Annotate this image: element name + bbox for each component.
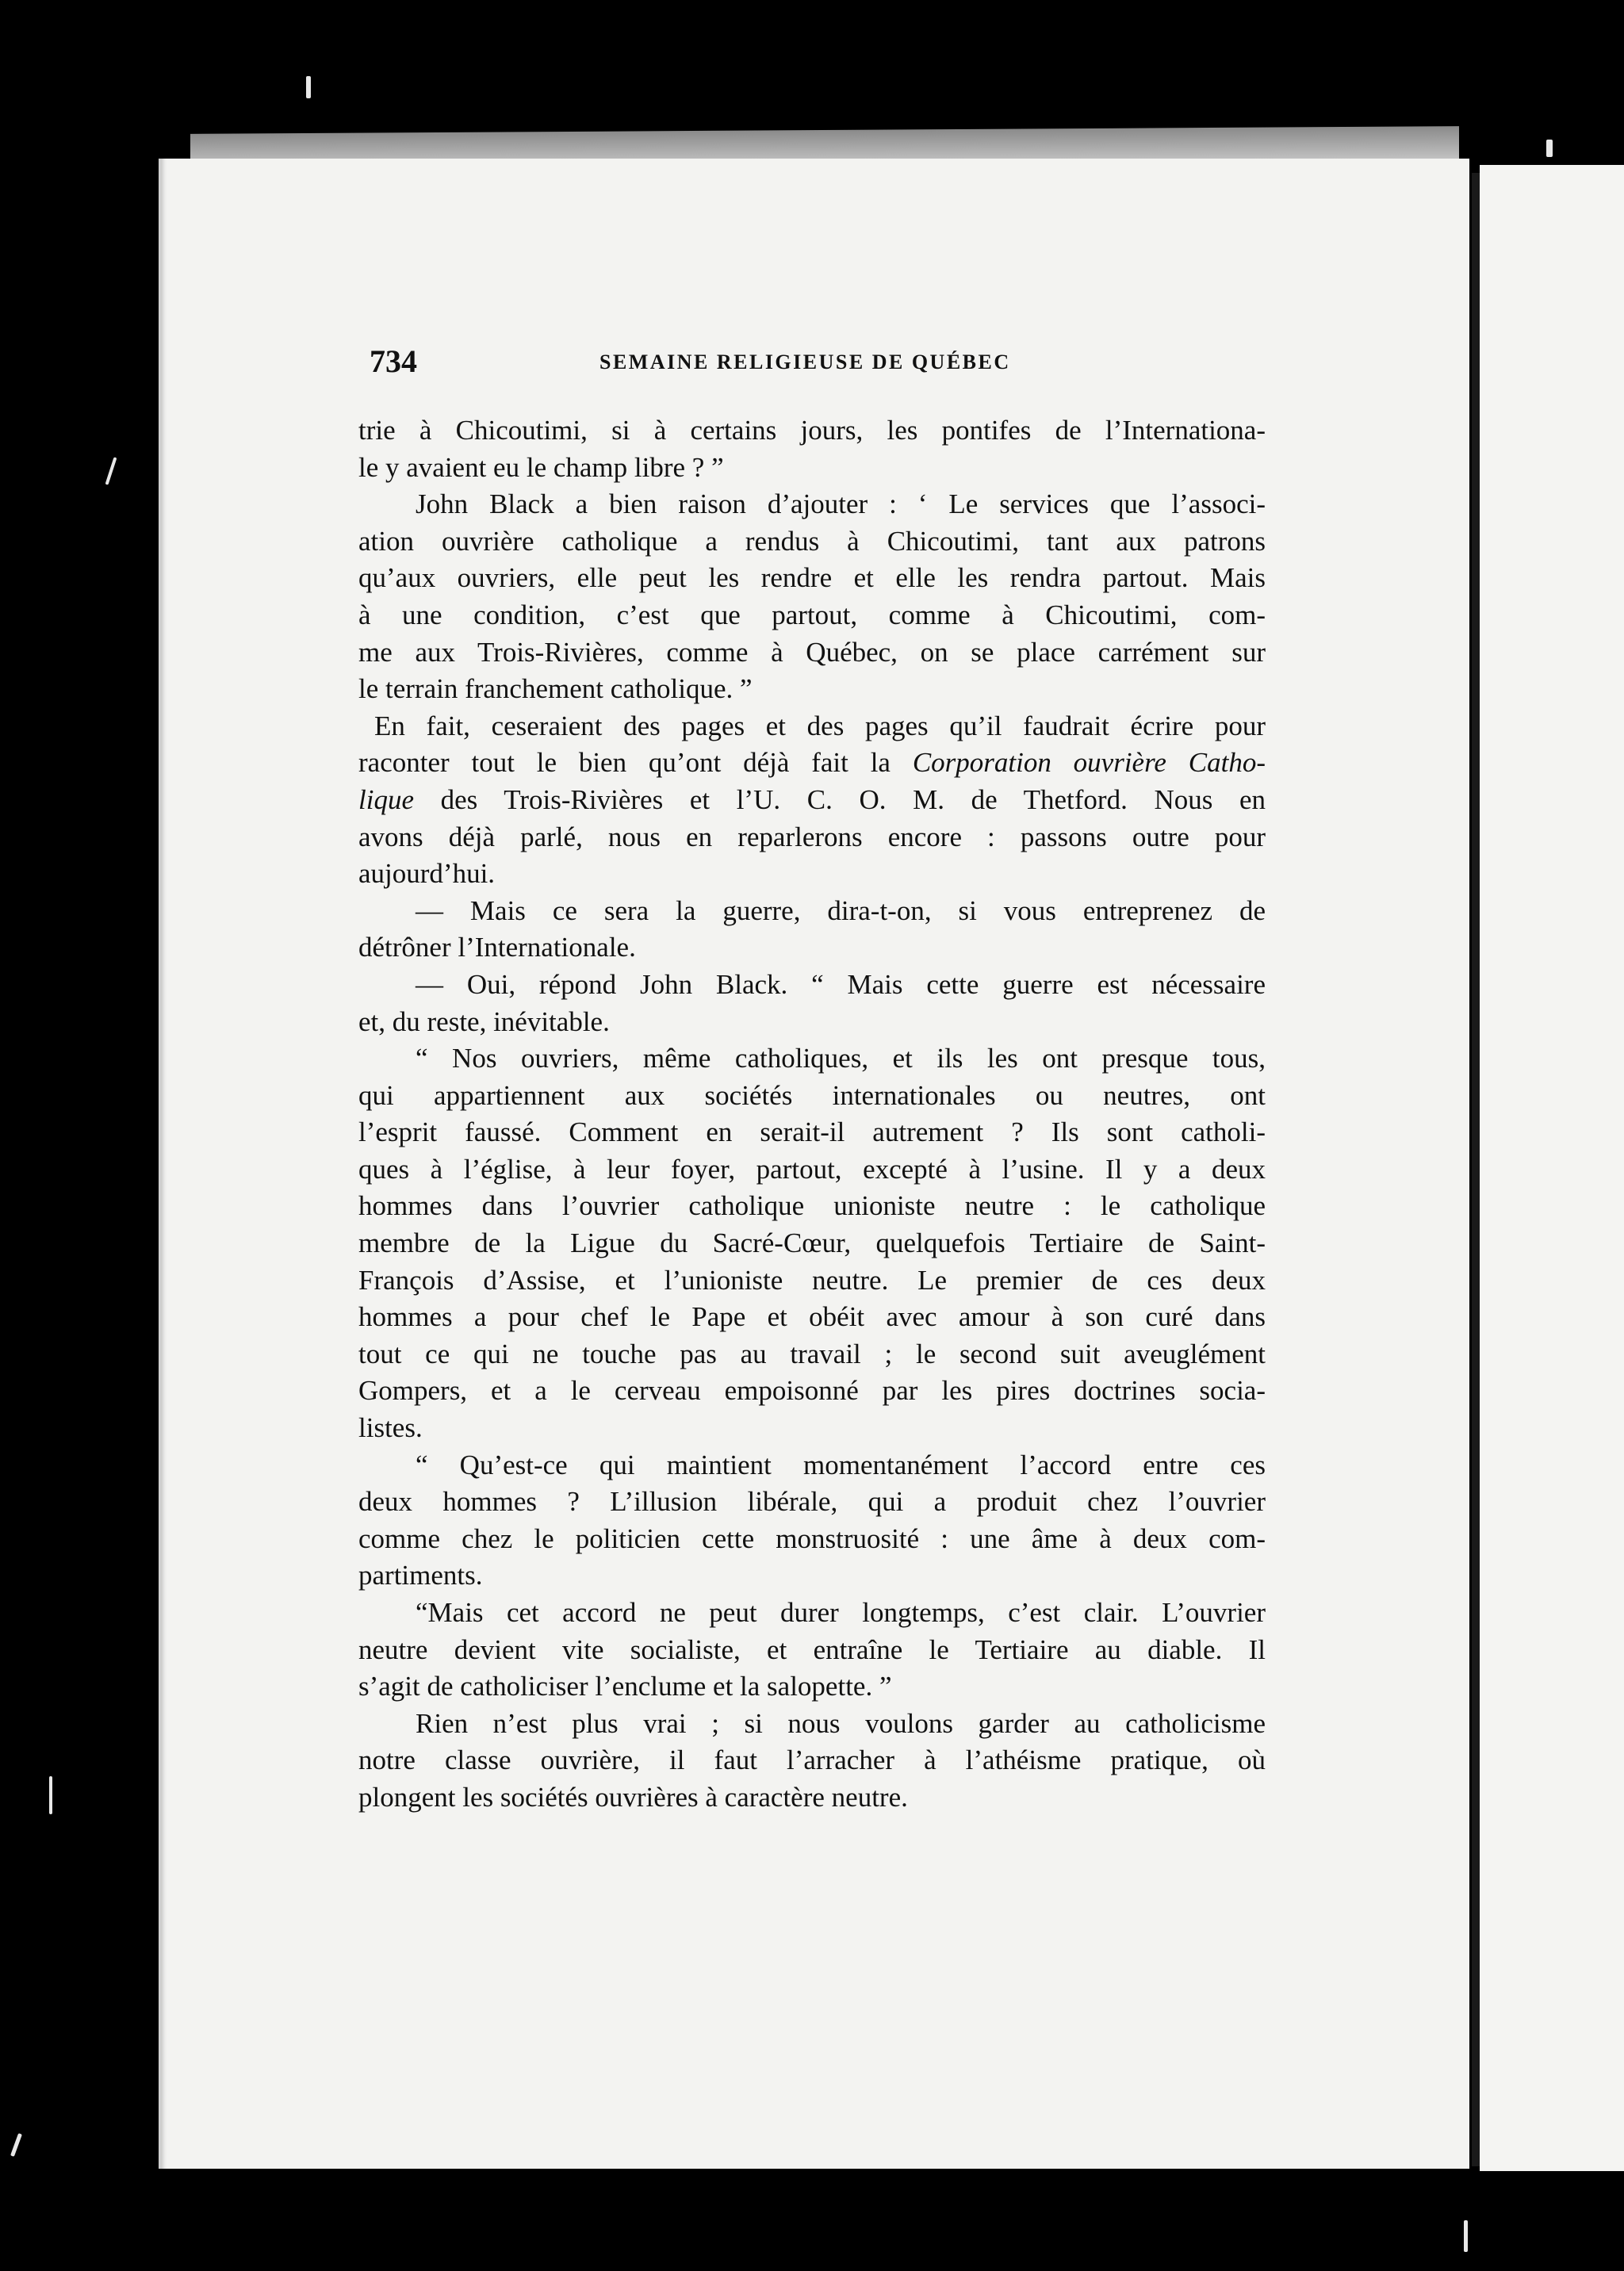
text-line: me aux Trois-Rivières, comme à Québec, on se place carrément sur <box>358 636 1266 668</box>
text-line: En fait, ceseraient des pages et des pages qu’il faudrait écrire pour <box>374 710 1266 741</box>
text-line: détrôner l’Internationale. <box>358 932 636 963</box>
text-line: ation ouvrière catholique a rendus à Chicoutimi, tant aux patrons <box>358 525 1266 557</box>
scan-speck <box>105 457 117 484</box>
text-line: le terrain franchement catholique. ” <box>358 673 753 705</box>
text-line: comme chez le politicien cette monstruosité : une âme à deux com- <box>358 1522 1266 1554</box>
italic-title: lique <box>358 783 414 815</box>
text-line: membre de la Ligue du Sacré-Cœur, quelquefois Tertiaire de Saint- <box>358 1227 1266 1259</box>
text-line: ques à l’église, à leur foyer, partout, excepté à l’usine. Il y a deux <box>358 1153 1266 1185</box>
text-line: François d’Assise, et l’unioniste neutre. Le premier de ces deux <box>358 1264 1266 1296</box>
page-gutter <box>1472 173 1480 2166</box>
text-line: “ Qu’est-ce qui maintient momentanément l’accord entre ces <box>416 1449 1266 1480</box>
text-line: — Oui, répond John Black. “ Mais cette guerre est nécessaire <box>416 968 1266 1000</box>
text-line: — Mais ce sera la guerre, dira-t-on, si vous entreprenez de <box>416 894 1266 926</box>
page-header <box>370 341 1274 389</box>
text-line: qu’aux ouvriers, elle peut les rendre et elle les rendra partout. Mais <box>358 562 1266 594</box>
text-line: s’agit de catholiciser l’enclume et la salopette. ” <box>358 1671 892 1702</box>
text-line: partiments. <box>358 1560 483 1591</box>
text-line: hommes dans l’ouvrier catholique unioniste neutre : le catholique <box>358 1190 1266 1222</box>
text-line: avons déjà parlé, nous en reparlerons encore : passons outre pour <box>358 821 1266 852</box>
page-number: 734 <box>370 343 417 379</box>
text-line: Gompers, et a le cerveau empoisonné par les pires doctrines socia- <box>358 1375 1266 1407</box>
text-line: deux hommes ? L’illusion libérale, qui a produit chez l’ouvrier <box>358 1486 1266 1518</box>
scan-speck <box>49 1776 52 1814</box>
scan-speck <box>1464 2220 1468 2252</box>
text-line: hommes a pour chef le Pape et obéit avec amour à son curé dans <box>358 1301 1266 1333</box>
text-line: l’esprit faussé. Comment en serait-il autrement ? Ils sont catholi- <box>358 1116 1266 1148</box>
text-line <box>358 745 1266 782</box>
scan-speck <box>1546 140 1553 157</box>
text-segment: des Trois-Rivières et l’U. C. O. M. de Thetford. Nous en <box>413 783 1266 815</box>
text-line: “Mais cet accord ne peut durer longtemps, c’est clair. L’ouvrier <box>416 1597 1266 1628</box>
scan-speck <box>10 2133 22 2157</box>
text-line: qui appartiennent aux sociétés internationales ou neutres, ont <box>358 1079 1266 1111</box>
text-line: le y avaient eu le champ libre ? ” <box>358 451 724 483</box>
italic-title: Corporation ouvrière Catho- <box>912 747 1266 779</box>
text-line: neutre devient vite socialiste, et entraîne le Tertiaire au diable. Il <box>358 1633 1266 1665</box>
text-line: plongent les sociétés ouvrières à caractère neutre. <box>358 1781 908 1813</box>
text-line: trie à Chicoutimi, si à certains jours, les pontifes de l’Internationa- <box>358 415 1266 446</box>
text-line: Rien n’est plus vrai ; si nous voulons garder au catholicisme <box>416 1707 1266 1739</box>
scan-speck <box>306 76 311 98</box>
text-line: listes. <box>358 1412 423 1444</box>
text-line: tout ce qui ne touche pas au travail ; le second suit aveuglément <box>358 1338 1266 1369</box>
text-line: John Black a bien raison d’ajouter : ‘ Le services que l’associ- <box>416 488 1266 520</box>
text-line: notre classe ouvrière, il faut l’arracher à l’athéisme pratique, où <box>358 1744 1266 1776</box>
facing-page <box>1480 165 1624 2171</box>
text-line: aujourd’hui. <box>358 858 496 890</box>
text-line: “ Nos ouvriers, même catholiques, et ils les ont presque tous, <box>416 1043 1266 1074</box>
text-segment: raconter tout le bien qu’ont déjà fait la <box>358 747 913 779</box>
text-line: et, du reste, inévitable. <box>358 1005 610 1037</box>
text-line: à une condition, c’est que partout, comme à Chicoutimi, com- <box>358 599 1266 630</box>
running-title: SEMAINE RELIGIEUSE DE QUÉBEC <box>599 350 1011 373</box>
body-text <box>358 412 1266 1817</box>
text-line <box>358 782 1266 819</box>
